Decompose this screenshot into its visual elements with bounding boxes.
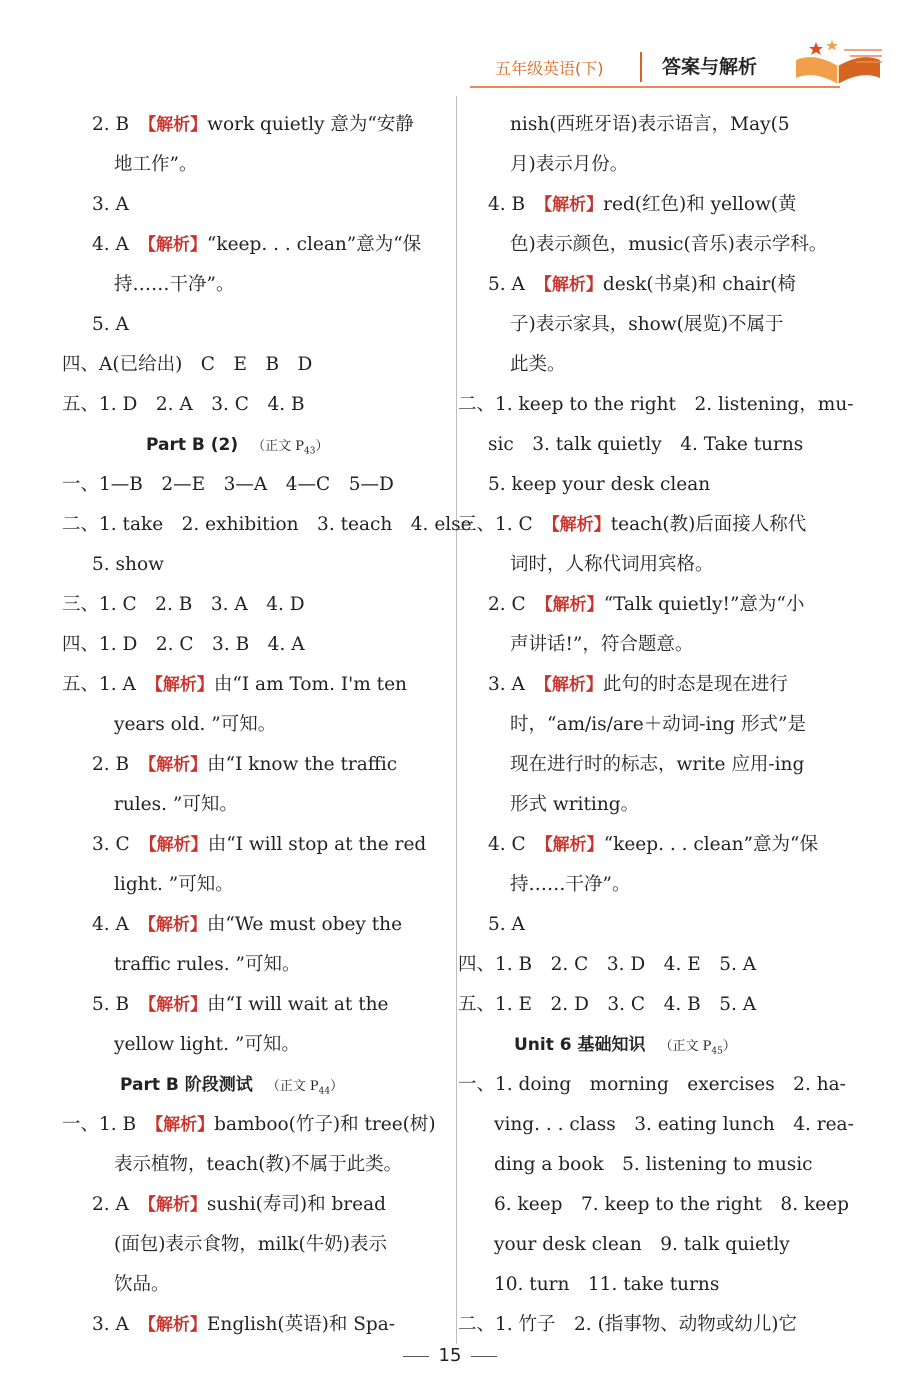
answer-text: 词时，人称代词用宾格。	[510, 554, 714, 575]
answer-text: 由“I will wait at the	[207, 994, 389, 1015]
answer-line	[510, 870, 630, 900]
answer-line	[488, 670, 788, 700]
analysis-tag: 【解析】	[543, 675, 603, 695]
answer-line	[510, 710, 806, 740]
answer-text: 10. turn 11. take turns	[494, 1274, 720, 1295]
answer-text: 由“I know the traffic	[207, 754, 398, 775]
answer-line	[114, 270, 234, 300]
answer-text: 月)表示月份。	[510, 154, 629, 175]
answer-text: 饮品。	[114, 1274, 170, 1295]
page-reference-text: （正文 P	[659, 1039, 712, 1054]
answer-line	[488, 470, 710, 500]
answer-text: 此类。	[510, 354, 566, 375]
answer-text: ding a book 5. listening to music	[494, 1154, 813, 1175]
section-heading-text: Part B 阶段测试	[120, 1075, 253, 1095]
answer-line	[510, 630, 693, 660]
book-title: 五年级英语(下)	[495, 59, 604, 78]
answer-line	[488, 190, 797, 220]
answer-line	[62, 470, 394, 500]
question-number: 2. C	[488, 594, 545, 615]
page-number-dash-right	[471, 1356, 497, 1357]
answer-line	[114, 790, 238, 820]
page-reference-number: 45	[711, 1046, 723, 1057]
analysis-tag: 【解析】	[147, 115, 208, 135]
section-heading	[514, 1030, 736, 1060]
answer-text: 地工作”。	[114, 154, 198, 175]
question-number: 5. B	[92, 994, 148, 1015]
analysis-tag: 【解析】	[544, 835, 604, 855]
analysis-tag: 【解析】	[147, 995, 208, 1015]
question-number: 3. A	[488, 674, 544, 695]
question-number: 一、1. B	[62, 1114, 155, 1135]
section-title: 答案与解析	[662, 56, 758, 78]
page-reference-number: 44	[318, 1086, 331, 1097]
answer-line	[92, 750, 397, 780]
page-reference-close: ）	[722, 1039, 736, 1054]
answer-line	[62, 390, 305, 420]
answer-text: your desk clean 9. talk quietly	[494, 1234, 790, 1255]
question-number: 3. A	[92, 1314, 148, 1335]
answer-text: 现在进行时的标志，write 应用-ing	[510, 754, 805, 775]
answer-text: 5. A	[488, 914, 525, 935]
header-rule	[470, 86, 840, 88]
answer-line	[92, 550, 164, 580]
question-number: 4. B	[488, 194, 544, 215]
answer-text: sushi(寿司)和 bread	[206, 1194, 386, 1215]
section-heading-text: Unit 6 基础知识	[514, 1035, 646, 1055]
answer-text: 5. keep your desk clean	[488, 474, 711, 495]
answer-line	[114, 150, 197, 180]
answer-text: 时，“am/is/are＋动词-ing 形式”是	[510, 714, 806, 735]
analysis-tag: 【解析】	[154, 675, 214, 695]
answer-line	[458, 1070, 846, 1100]
answer-line	[92, 190, 129, 220]
answer-text: 四、A(已给出) C E B D	[62, 354, 313, 375]
answer-line	[458, 950, 756, 980]
answer-text: 声讲话!”，符合题意。	[510, 634, 694, 655]
answer-line	[92, 990, 389, 1020]
analysis-tag: 【解析】	[147, 1195, 207, 1215]
answer-line	[92, 310, 129, 340]
page-number-dash-left	[403, 1356, 429, 1357]
answer-text: 5. A	[92, 314, 129, 335]
page-reference-text: （正文 P	[266, 1079, 319, 1094]
answer-text: 四、1. B 2. C 3. D 4. E 5. A	[458, 954, 757, 975]
page-header	[0, 0, 900, 92]
answer-line	[494, 1110, 854, 1140]
section-heading-text: Part B (2)	[146, 435, 239, 455]
answer-text: 五、1. D 2. A 3. C 4. B	[62, 394, 305, 415]
answer-line	[114, 710, 276, 740]
page-reference	[252, 439, 329, 457]
answer-line	[488, 830, 818, 860]
answer-line	[510, 750, 804, 780]
answer-line	[62, 670, 407, 700]
answer-text: “Talk quietly!”意为“小	[603, 594, 805, 615]
answer-text: desk(书桌)和 chair(椅	[602, 274, 797, 295]
answer-line	[488, 270, 796, 300]
page-reference-close: ）	[330, 1079, 344, 1094]
question-number: 3. C	[92, 834, 149, 855]
answer-line	[488, 430, 803, 460]
answer-line	[92, 110, 414, 140]
answer-line	[62, 350, 312, 380]
answer-line	[510, 790, 639, 820]
question-number: 2. B	[92, 114, 148, 135]
answer-line	[114, 1230, 387, 1260]
answer-line	[510, 550, 714, 580]
answer-text: teach(教)后面接人称代	[610, 514, 807, 535]
header-separator	[640, 52, 642, 82]
answer-text: 由“I am Tom. I'm ten	[213, 674, 407, 695]
question-number: 4. A	[92, 914, 148, 935]
answer-text: years old. ”可知。	[114, 714, 277, 735]
answer-text: 二、1. 竹子 2. (指事物、动物或幼儿)它	[458, 1314, 797, 1335]
analysis-tag: 【解析】	[148, 835, 208, 855]
answer-line	[488, 910, 525, 940]
answer-line	[114, 950, 300, 980]
analysis-tag: 【解析】	[147, 755, 208, 775]
answer-text: red(红色)和 yellow(黄	[603, 194, 797, 215]
answer-line	[458, 990, 756, 1020]
question-number: 2. B	[92, 754, 148, 775]
answer-line	[62, 630, 305, 660]
answer-text: English(英语)和 Spa-	[206, 1314, 396, 1335]
answer-line	[92, 230, 421, 260]
section-heading	[120, 1070, 343, 1100]
analysis-tag: 【解析】	[154, 1115, 215, 1135]
page-reference	[266, 1079, 344, 1097]
analysis-tag: 【解析】	[551, 515, 611, 535]
answer-text: 子)表示家具，show(展览)不属于	[510, 314, 784, 335]
answer-text: 四、1. D 2. C 3. B 4. A	[62, 634, 305, 655]
answer-line	[92, 910, 402, 940]
answer-text: 由“I will stop at the red	[207, 834, 427, 855]
answer-text: sic 3. talk quietly 4. Take turns	[488, 434, 804, 455]
answer-text: nish(西班牙语)表示语言，May(5	[510, 114, 790, 135]
answer-line	[510, 110, 790, 140]
answer-text: rules. ”可知。	[114, 794, 238, 815]
answer-text: “keep. . . clean”意为“保	[603, 834, 818, 855]
answer-text: 三、1. C 2. B 3. A 4. D	[62, 594, 305, 615]
answer-text: 二、1. keep to the right 2. listening，mu-	[458, 394, 854, 415]
page-reference-number: 43	[304, 446, 316, 457]
answer-line	[494, 1150, 813, 1180]
question-number: 4. A	[92, 234, 148, 255]
answer-line	[488, 590, 804, 620]
answer-text: 由“We must obey the	[206, 914, 403, 935]
analysis-tag: 【解析】	[544, 595, 604, 615]
answer-line	[92, 830, 426, 860]
answer-text: ving. . . class 3. eating lunch 4. rea-	[494, 1114, 854, 1135]
answer-text: light. ”可知。	[114, 874, 234, 895]
answer-text: 持……干净”。	[510, 874, 631, 895]
open-book-icon	[792, 40, 884, 88]
answer-text: 此句的时态是现在进行	[602, 674, 788, 695]
page-reference-text: （正文 P	[252, 439, 305, 454]
answer-text: 形式 writing。	[510, 794, 640, 815]
answer-text: 一、1. doing morning exercises 2. ha-	[458, 1074, 846, 1095]
answer-line	[494, 1190, 849, 1220]
answer-line	[62, 1110, 436, 1140]
answer-line	[62, 510, 472, 540]
answer-line	[92, 1190, 386, 1220]
question-number: 4. C	[488, 834, 545, 855]
question-number: 五、1. A	[62, 674, 155, 695]
answer-text: yellow light. ”可知。	[114, 1034, 300, 1055]
question-number: 5. A	[488, 274, 544, 295]
answer-text: 二、1. take 2. exhibition 3. teach 4. else	[62, 514, 472, 535]
answer-line	[510, 150, 628, 180]
answer-text: 6. keep 7. keep to the right 8. keep	[494, 1194, 849, 1215]
page-reference	[659, 1039, 736, 1057]
column-divider	[456, 96, 457, 1344]
section-heading	[146, 430, 329, 460]
answer-text: 5. show	[92, 554, 164, 575]
page-number-text: 15	[438, 1345, 462, 1366]
answer-text: “keep. . . clean”意为“保	[206, 234, 422, 255]
question-number: 三、1. C	[458, 514, 552, 535]
answer-line	[92, 1310, 395, 1340]
answer-text: 3. A	[92, 194, 129, 215]
answer-text: 持……干净”。	[114, 274, 235, 295]
answer-text: work quietly 意为“安静	[207, 114, 414, 135]
answer-line	[494, 1270, 719, 1300]
answer-line	[62, 590, 305, 620]
answer-text: bamboo(竹子)和 tree(树)	[214, 1114, 436, 1135]
answer-text: (面包)表示食物，milk(牛奶)表示	[114, 1234, 387, 1255]
answer-text: 表示植物，teach(教)不属于此类。	[114, 1154, 403, 1175]
answer-line	[510, 350, 566, 380]
answer-line	[114, 1150, 402, 1180]
answer-line	[458, 510, 806, 540]
answer-line	[458, 1310, 797, 1340]
page-number	[0, 1345, 900, 1366]
answer-line	[494, 1230, 790, 1260]
answer-line	[114, 1270, 170, 1300]
answer-line	[510, 310, 784, 340]
answer-text: 色)表示颜色，music(音乐)表示学科。	[510, 234, 828, 255]
analysis-tag: 【解析】	[543, 195, 604, 215]
analysis-tag: 【解析】	[147, 235, 207, 255]
question-number: 2. A	[92, 1194, 148, 1215]
analysis-tag: 【解析】	[147, 915, 207, 935]
answer-line	[114, 1030, 300, 1060]
answer-text: 五、1. E 2. D 3. C 4. B 5. A	[458, 994, 757, 1015]
page-reference-close: ）	[315, 439, 329, 454]
answer-text: 一、1—B 2—E 3—A 4—C 5—D	[62, 474, 394, 495]
answer-line	[458, 390, 853, 420]
analysis-tag: 【解析】	[543, 275, 603, 295]
answer-line	[510, 230, 827, 260]
answer-line	[114, 870, 234, 900]
analysis-tag: 【解析】	[147, 1315, 207, 1335]
answer-text: traffic rules. ”可知。	[114, 954, 301, 975]
